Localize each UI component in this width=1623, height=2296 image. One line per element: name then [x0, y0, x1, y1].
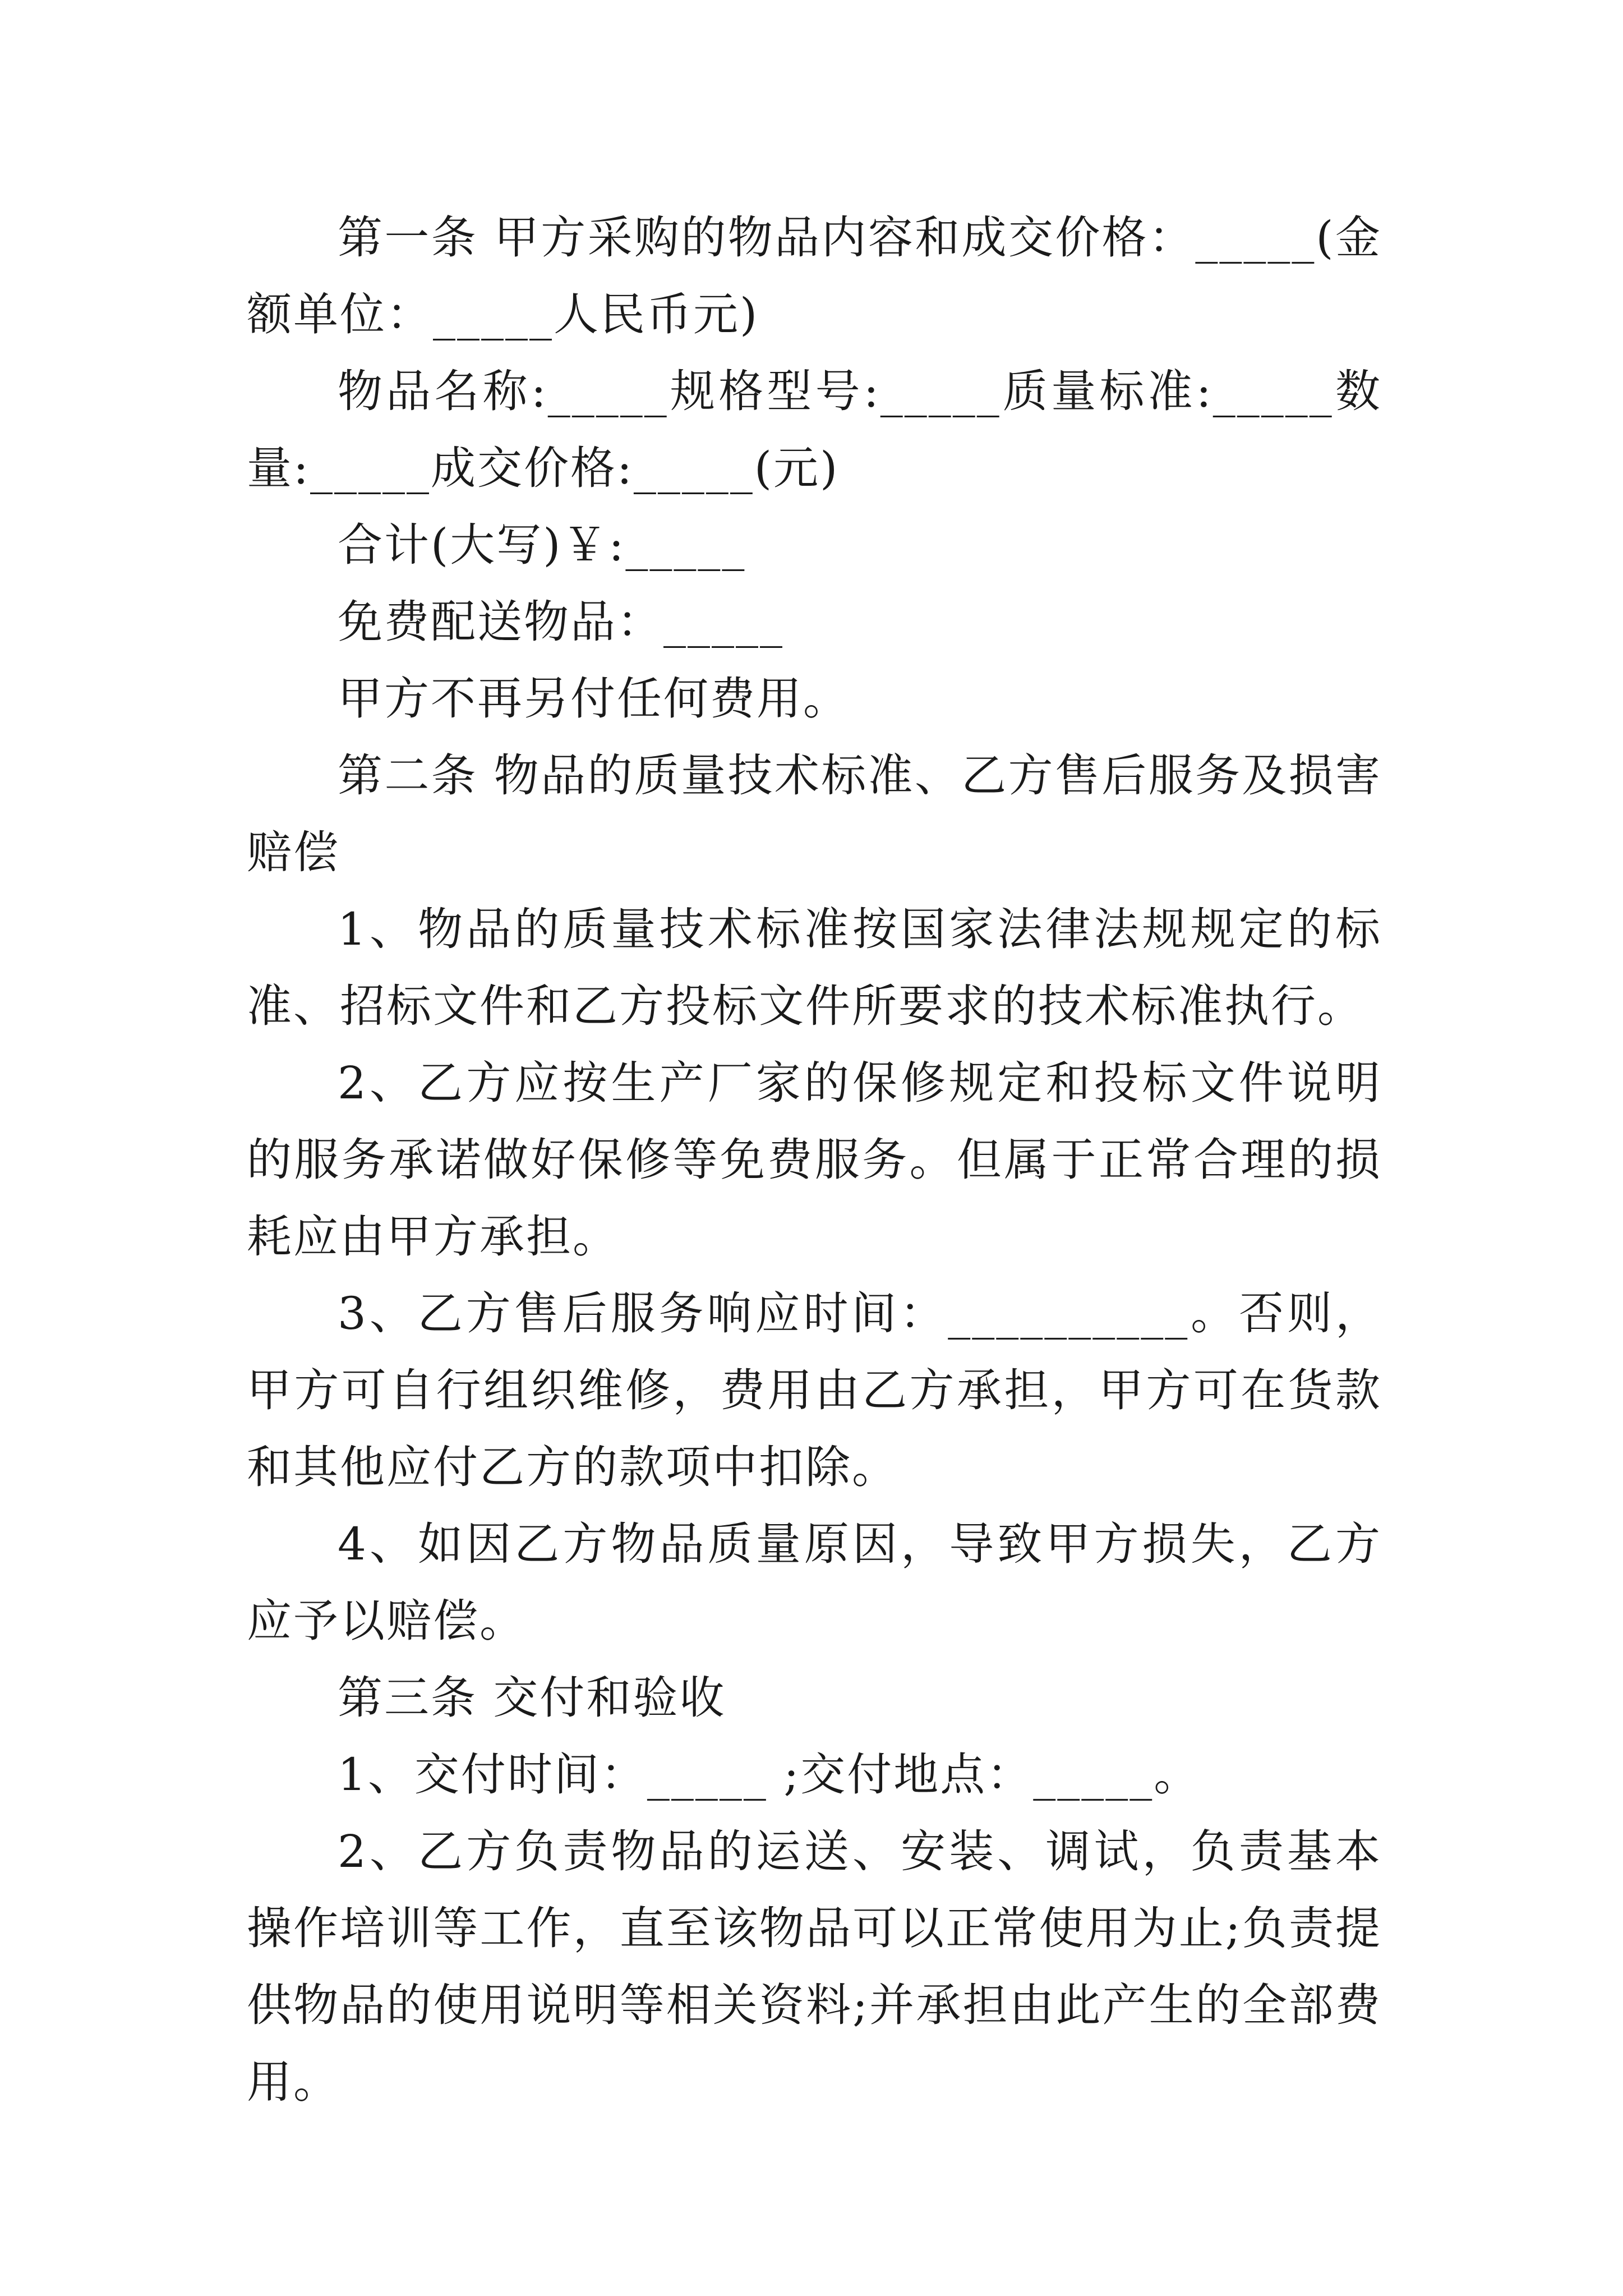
- article-2-heading: 第二条 物品的质量技术标准、乙方售后服务及损害赔偿: [247, 749, 1382, 878]
- no-extra-fee-line: 甲方不再另付任何费用。: [338, 673, 850, 725]
- document-page: [247, 199, 1382, 2120]
- article-1-heading: 第一条 甲方采购的物品内容和成交价格：_____(金额单位：_____人民币元): [247, 211, 1382, 341]
- article-2-clause-1: 1、物品的质量技术标准按国家法律法规规定的标准、招标文件和乙方投标文件所要求的技术标准执行。: [247, 903, 1382, 1032]
- item-details-line: 物品名称:_____规格型号:_____质量标准:_____数量:_____成交价格:_____(元): [247, 365, 1382, 494]
- article-3-heading: 第三条 交付和验收: [338, 1672, 726, 1724]
- article-2-clause-2: 2、乙方应按生产厂家的保修规定和投标文件说明的服务承诺做好保修等免费服务。但属于正常合理的损耗应由甲方承担。: [247, 1057, 1382, 1263]
- article-3-clause-1: 1、交付时间：_____ ;交付地点：_____。: [338, 1749, 1201, 1801]
- article-2-clause-4: 4、如因乙方物品质量原因，导致甲方损失，乙方应予以赔偿。: [247, 1518, 1382, 1647]
- article-3-clause-2: 2、乙方负责物品的运送、安装、调试，负责基本操作培训等工作，直至该物品可以正常使用为止;负责提供物品的使用说明等相关资料;并承担由此产生的全部费用。: [247, 1825, 1382, 2108]
- total-amount-line: 合计(大写)￥:_____: [338, 519, 746, 571]
- article-2-clause-3: 3、乙方售后服务响应时间：__________。否则，甲方可自行组织维修，费用由乙方承担，甲方可在货款和其他应付乙方的款项中扣除。: [247, 1287, 1382, 1493]
- free-delivery-line: 免费配送物品：_____: [338, 596, 784, 648]
